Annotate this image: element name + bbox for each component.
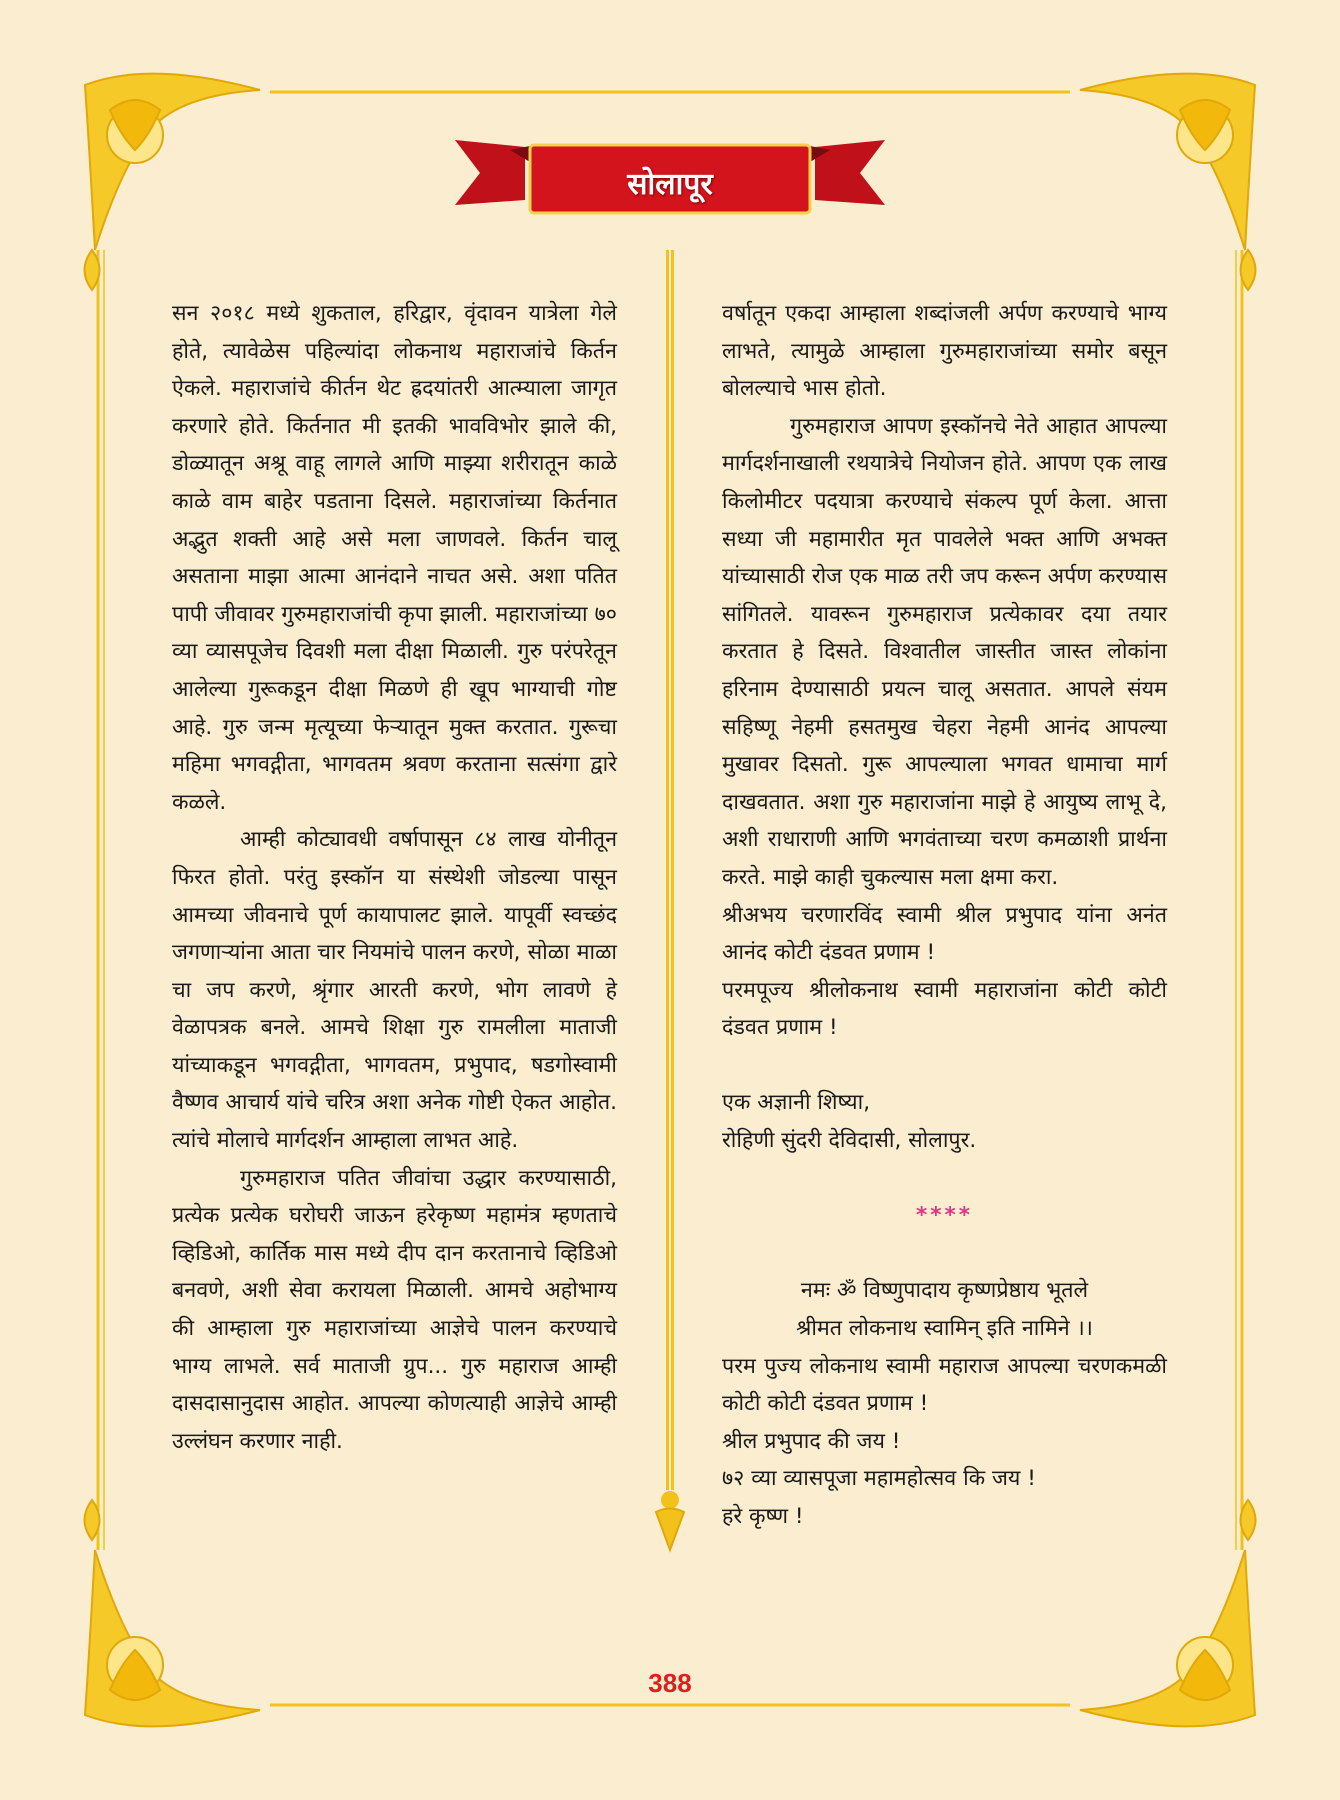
paragraph: श्रीअभय चरणारविंद स्वामी श्रील प्रभुपाद यांना अनंत आनंद कोटी दंडवत प्रणाम ! [722,902,1167,966]
closing-line: श्रील प्रभुपाद की जय ! [722,1428,901,1454]
closing-paragraph: परम पुज्य लोकनाथ स्वामी महाराज आपल्या चरणकमळी कोटी कोटी दंडवत प्रणाम ! [722,1353,1167,1417]
right-column [722,295,1167,1536]
paragraph: परमपूज्य श्रीलोकनाथ स्वामी महाराजांना कोटी कोटी दंडवत प्रणाम ! [722,977,1167,1041]
signature-name: रोहिणी सुंदरी देविदासी, सोलापुर. [722,1128,977,1154]
paragraph: गुरुमहाराज पतित जीवांचा उद्धार करण्यासाठी, प्रत्येक प्रत्येक घरोघरी जाऊन हरेकृष्ण महामंत्र म्हणताचे व्हिडिओ, कार्तिक मास मध्ये दीप दान करतानाचे व्हिडिओ बनवणे, अशी सेवा करायला मिळाली. आमचे अहोभाग्य की आम्हाला गुरु महाराजांच्या आज्ञेचे पालन करण्याचे भाग्य लाभले. सर्व माताजी ग्रुप... गुरु महाराज आम्ही दासदासानुदास आहोत. आपल्या कोणत्याही आज्ञेचे आम्ही उल्लंघन करणार नाही. [172,1165,617,1454]
paragraph: आम्ही कोट्यावधी वर्षापासून ८४ लाख योनीतून फिरत होतो. परंतु इस्कॉन या संस्थेशी जोडल्या पासून आमच्या जीवनाचे पूर्ण कायापालट झाले. यापूर्वी स्वच्छंद जगणाऱ्यांना आता चार नियमांचे पालन करणे, सोळा माळा चा जप करणे, श्रृंगार आरती करणे, भोग लावणे हे वेळापत्रक बनले. आमचे शिक्षा गुरु रामलीला माताजी यांच्याकडून भगवद्गीता, भागवतम, प्रभुपाद, षडगोस्वामी वैष्णव आचार्य यांचे चरित्र अशा अनेक गोष्टी ऐकत आहोत. त्यांचे मोलाचे मार्गदर्शन आम्हाला लाभत आहे. [172,827,617,1154]
corner-ornament-bl [85,1550,260,1726]
mantra-line: श्रीमत लोकनाथ स्वामिन् इति नामिने ।। [796,1316,1093,1342]
corner-ornament-tl [85,74,260,250]
corner-ornament-br [1080,1550,1255,1726]
page-title: सोलापूर [627,167,713,202]
page-number: 388 [648,1668,692,1698]
paragraph: वर्षातून एकदा आम्हाला शब्दांजली अर्पण करण्याचे भाग्य लाभते, त्यामुळे आम्हाला गुरुमहाराजांच्या समोर बसून बोलल्याचे भास होतो. [722,301,1167,402]
separator-stars: **** [916,1203,973,1229]
signature-line: एक अज्ञानी शिष्या, [722,1090,871,1116]
paragraph: सन २०१८ मध्ये शुकताल, हरिद्वार, वृंदावन यात्रेला गेले होते, त्यावेळेस पहिल्यांदा लोकनाथ महाराजांचे किर्तन ऐकले. महाराजांचे कीर्तन थेट ह्रदयांतरी आत्म्याला जागृत करणारे होते. किर्तनात मी इतकी भावविभोर झाले की, डोळ्यातून अश्रू वाहू लागले आणि माझ्या शरीरातून काळे काळे वाम बाहेर पडताना दिसले. महाराजांच्या किर्तनात अद्भुत शक्ती आहे असे मला जाणवले. किर्तन चालू असताना माझा आत्मा आनंदाने नाचत असे. अशा पतित पापी जीवावर गुरुमहाराजांची कृपा झाली. महाराजांच्या ७० व्या व्यासपूजेच दिवशी मला दीक्षा मिळाली. गुरु परंपरेतून आलेल्या गुरूकडून दीक्षा मिळणे ही खूप भाग्याची गोष्ट आहे. गुरु जन्म मृत्यूच्या फेऱ्यातून मुक्त करतात. गुरूचा महिमा भगवद्गीता, भागवतम श्रवण करताना सत्संगा द्वारे कळले. [172,301,617,815]
left-column [172,295,617,1460]
column-divider [640,250,700,1590]
closing-line: ७२ व्या व्यासपूजा महामहोत्सव कि जय ! [722,1466,1036,1492]
paragraph: गुरुमहाराज आपण इस्कॉनचे नेते आहात आपल्या मार्गदर्शनाखाली रथयात्रेचे नियोजन होते. आपण एक लाख किलोमीटर पदयात्रा करण्याचे संकल्प पूर्ण केला. आत्ता सध्या जी महामारीत मृत पावलेले भक्त आणि अभक्त यांच्यासाठी रोज एक माळ तरी जप करून अर्पण करण्यास सांगितले. यावरून गुरुमहाराज प्रत्येकावर दया तयार करतात हे दिसते. विश्वातील जास्तीत जास्त लोकांना हरिनाम देण्यासाठी प्रयत्न चालू असतात. आपले संयम सहिष्णू नेहमी हसतमुख चेहरा नेहमी आनंद आपल्या मुखावर दिसतो. गुरू आपल्याला भगवत धामाचा मार्ग दाखवतात. अशा गुरु महाराजांना माझे हे आयुष्य लाभू दे, अशी राधाराणी आणि भगवंताच्या चरण कमळाशी प्रार्थना करते. माझे काही चुकल्यास मला क्षमा करा. [722,413,1167,890]
mantra-line: नमः ॐ विष्णुपादाय कृष्णप्रेष्ठाय भूतले [800,1278,1089,1304]
corner-ornament-tr [1080,74,1255,250]
closing-line: हरे कृष्ण ! [722,1504,804,1529]
